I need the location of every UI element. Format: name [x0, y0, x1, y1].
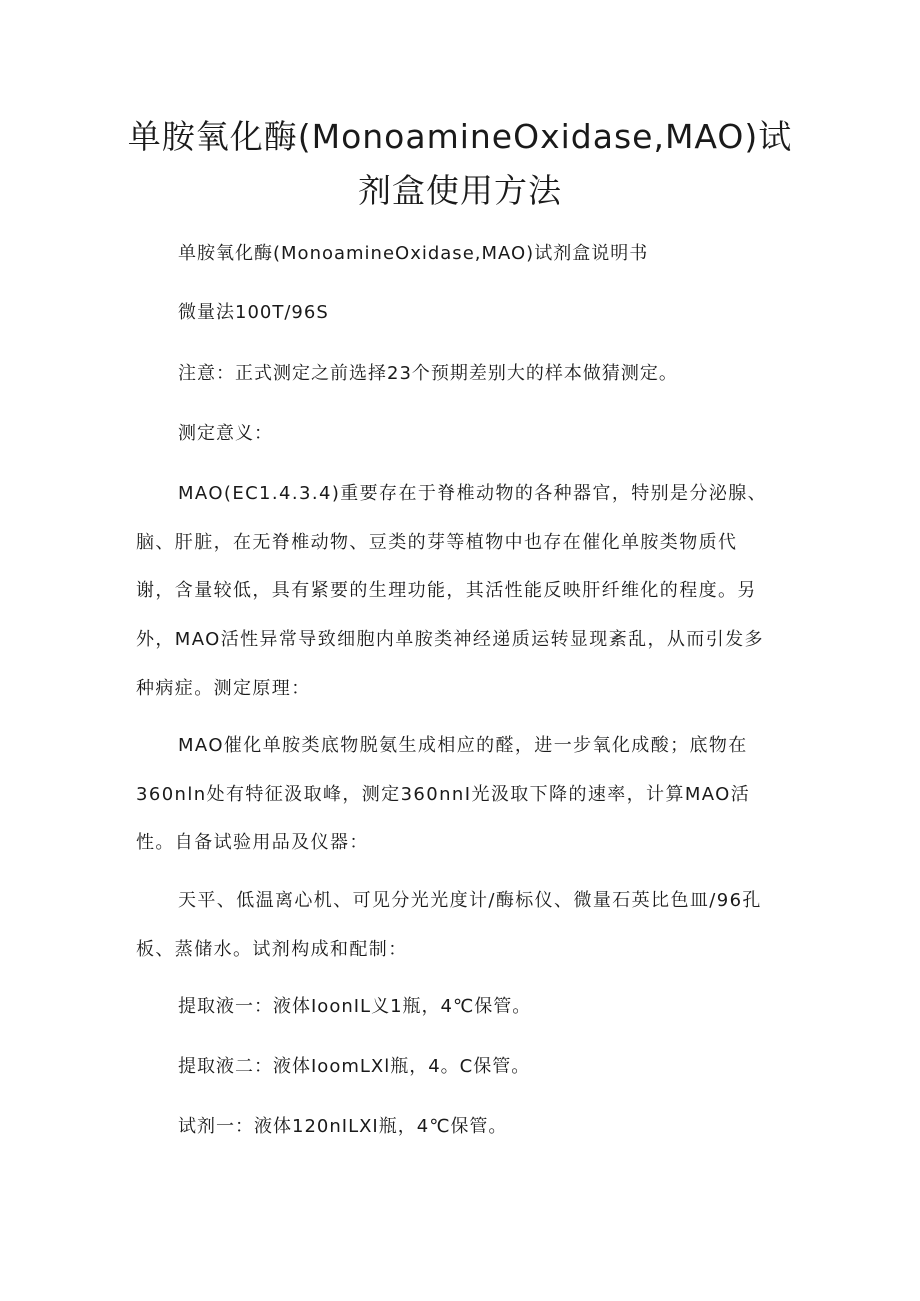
paragraph-row: MAO(EC1.4.3.4)重要存在于脊椎动物的各种器官，特别是分泌腺、 [178, 483, 768, 504]
paragraph-row: 脑、肝脏，在无脊椎动物、豆类的芽等植物中也存在催化单胺类物质代 [136, 531, 738, 553]
paragraph-row: 种病症。测定原理： [136, 677, 311, 699]
paragraph-row: 性。自备试验用品及仪器： [136, 832, 369, 854]
title-line-1: 单胺氧化酶(MonoamineOxidase,MAO)试 [127, 117, 793, 156]
paragraph-row: 谢，含量较低，具有紧要的生理功能，其活性能反映肝纤维化的程度。另 [136, 580, 757, 602]
document-title [90, 110, 830, 218]
paragraph-row: 360nln处有特征汲取峰，测定360nnI光汲取下降的速率，计算MAO活 [136, 783, 751, 805]
paragraph-row: 外，MAO活性异常导致细胞内单胺类神经递质运转显现紊乱，从而引发多 [136, 629, 764, 651]
paragraph-row: 板、蒸储水。试剂构成和配制： [136, 938, 408, 960]
paragraph-row: 天平、低温离心机、可见分光光度计/酶标仪、微量石英比色皿/96孔 [178, 890, 762, 911]
note-line: 注意：正式测定之前选择23个预期差别大的样本做猜测定。 [178, 363, 678, 384]
significance-heading: 测定意义： [178, 423, 273, 444]
method-line: 微量法100T/96S [178, 302, 329, 323]
equipment-paragraph [136, 877, 786, 974]
subtitle-line: 单胺氧化酶(MonoamineOxidase,MAO)试剂盒说明书 [178, 243, 649, 264]
title-line-2: 剂盒使用方法 [358, 171, 562, 210]
significance-paragraph [136, 470, 786, 714]
extract-solution-2: 提取液二：液体IoomLXl瓶，4。C保管。 [178, 1056, 531, 1077]
extract-solution-1: 提取液一：液体IoonIL义1瓶，4℃保管。 [178, 996, 532, 1017]
paragraph-row: MAO催化单胺类底物脱氨生成相应的醛，进一步氧化成酸；底物在 [178, 735, 748, 756]
principle-paragraph [136, 722, 786, 868]
reagent-1: 试剂一：液体120nILXI瓶，4℃保管。 [178, 1116, 508, 1137]
